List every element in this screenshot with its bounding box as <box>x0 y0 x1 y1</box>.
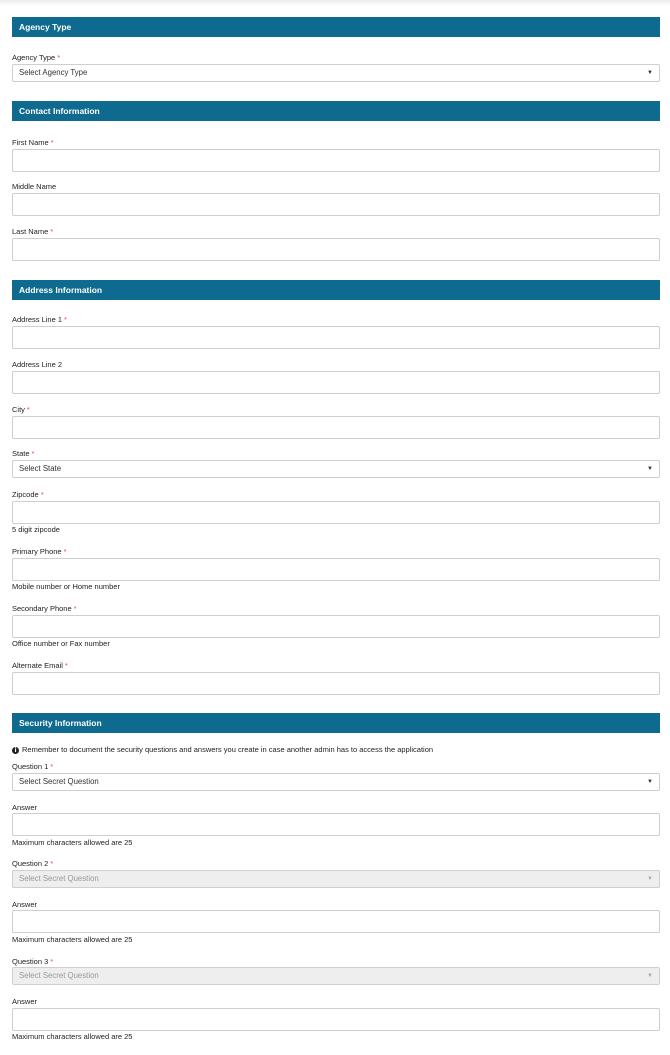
caret-down-icon: ▼ <box>647 779 653 785</box>
question-3-label-text: Question 3 <box>12 957 49 966</box>
answer-2-help: Maximum characters allowed are 25 <box>12 935 133 944</box>
answer-2-label: Answer <box>12 900 38 909</box>
address-line2-label <box>12 360 62 370</box>
answer-3-help: Maximum characters allowed are 25 <box>12 1032 133 1041</box>
state-select-value: Select State <box>19 464 62 473</box>
question-2-select <box>12 870 660 888</box>
primary-phone-input[interactable] <box>12 558 660 581</box>
required-marker: * <box>73 604 77 613</box>
secondary-phone-input[interactable] <box>12 615 660 638</box>
section-header-contact-information: Contact Information <box>12 101 660 121</box>
section-header-address-information: Address Information <box>12 280 660 300</box>
agency-type-label-text: Agency Type <box>12 53 56 62</box>
address-line1-label <box>12 315 67 325</box>
required-marker: * <box>31 449 35 458</box>
security-notice <box>12 745 433 755</box>
required-marker: * <box>50 957 54 966</box>
zipcode-label-text: Zipcode <box>12 490 39 499</box>
question-2-label <box>12 859 53 869</box>
answer-3-label: Answer <box>12 997 38 1006</box>
address-line2-input[interactable] <box>12 371 660 394</box>
alternate-email-input[interactable] <box>12 672 660 695</box>
middle-name-input[interactable] <box>12 193 660 216</box>
zipcode-input[interactable] <box>12 501 660 524</box>
city-input[interactable] <box>12 416 660 439</box>
required-marker: * <box>40 490 44 499</box>
answer-1-help: Maximum characters allowed are 25 <box>12 838 133 847</box>
middle-name-label <box>12 182 56 192</box>
last-name-label <box>12 227 53 237</box>
required-marker: * <box>50 762 54 771</box>
required-marker: * <box>57 53 61 62</box>
agency-type-select-value: Select Agency Type <box>19 68 88 77</box>
last-name-input[interactable] <box>12 238 660 261</box>
required-marker: * <box>50 138 54 147</box>
question-2-label-text: Question 2 <box>12 859 49 868</box>
required-marker: * <box>26 405 30 414</box>
secondary-phone-help: Office number or Fax number <box>12 639 110 648</box>
answer-3-input[interactable] <box>12 1008 660 1031</box>
section-header-agency-type: Agency Type <box>12 17 660 37</box>
question-1-label-text: Question 1 <box>12 762 49 771</box>
middle-name-label-text: Middle Name <box>12 182 57 191</box>
last-name-label-text: Last Name <box>12 227 49 236</box>
question-2-select-value: Select Secret Question <box>19 874 99 883</box>
secondary-phone-label <box>12 604 77 614</box>
primary-phone-help: Mobile number or Home number <box>12 582 120 591</box>
address-line2-label-text: Address Line 2 <box>12 360 63 369</box>
first-name-label-text: First Name <box>12 138 49 147</box>
security-notice-text: Remember to document the security questions and answers you create in case another admin has to access the application <box>22 745 434 754</box>
required-marker: * <box>50 227 54 236</box>
state-select[interactable] <box>12 460 660 478</box>
address-line1-input[interactable] <box>12 326 660 349</box>
question-1-select[interactable] <box>12 773 660 791</box>
caret-down-icon: ▼ <box>647 876 653 882</box>
alternate-email-label <box>12 661 68 671</box>
state-label-text: State <box>12 449 30 458</box>
question-3-label <box>12 957 53 967</box>
caret-down-icon: ▼ <box>647 973 653 979</box>
zipcode-label <box>12 490 44 500</box>
question-1-label <box>12 762 53 772</box>
primary-phone-label <box>12 547 67 557</box>
agency-type-label <box>12 53 60 63</box>
question-3-select-value: Select Secret Question <box>19 971 99 980</box>
answer-1-input[interactable] <box>12 813 660 836</box>
first-name-label <box>12 138 54 148</box>
info-circle-icon: i <box>12 747 19 754</box>
required-marker: * <box>63 547 67 556</box>
address-line1-label-text: Address Line 1 <box>12 315 63 324</box>
question-1-select-value: Select Secret Question <box>19 777 99 786</box>
city-label <box>12 405 30 415</box>
question-3-select <box>12 967 660 985</box>
required-marker: * <box>64 315 67 324</box>
answer-2-input[interactable] <box>12 910 660 933</box>
first-name-input[interactable] <box>12 149 660 172</box>
required-marker: * <box>64 661 68 670</box>
secondary-phone-label-text: Secondary Phone <box>12 604 72 613</box>
alternate-email-label-text: Alternate Email <box>12 661 63 670</box>
section-header-security-information: Security Information <box>12 713 660 733</box>
agency-type-select[interactable] <box>12 64 660 82</box>
state-label <box>12 449 34 459</box>
caret-down-icon: ▼ <box>647 70 653 76</box>
city-label-text: City <box>12 405 25 414</box>
zipcode-help: 5 digit zipcode <box>12 525 60 534</box>
top-shadow <box>0 0 670 6</box>
caret-down-icon: ▼ <box>647 466 653 472</box>
required-marker: * <box>50 859 54 868</box>
answer-1-label: Answer <box>12 803 38 812</box>
primary-phone-label-text: Primary Phone <box>12 547 62 556</box>
